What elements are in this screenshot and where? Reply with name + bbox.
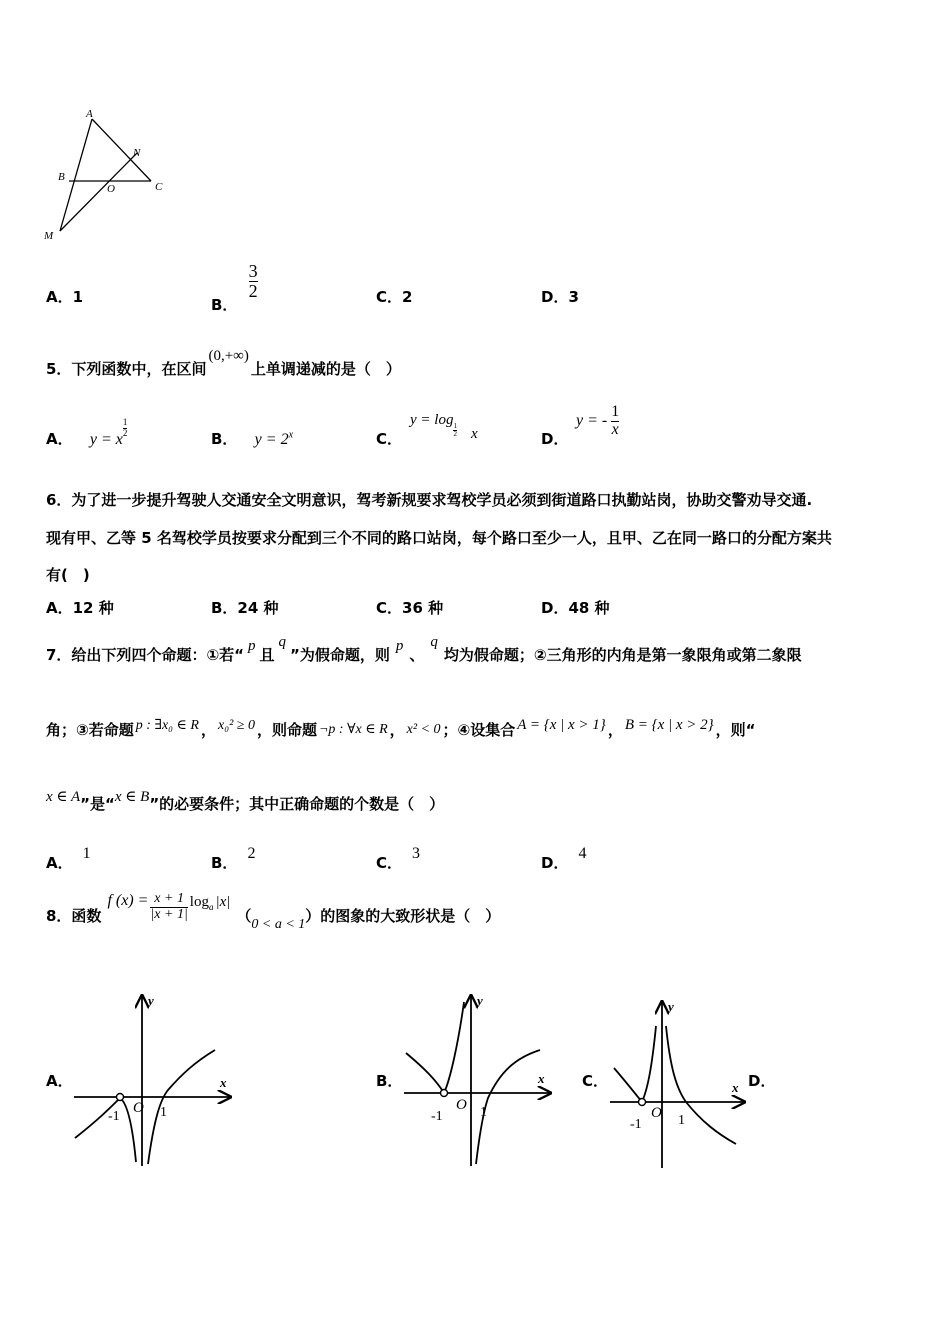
q5-stem — [46, 348, 401, 379]
q8-option-d[interactable]: D． — [748, 1072, 776, 1090]
q7-a-value: 1 — [82, 845, 91, 862]
q8-option-c[interactable]: C． — [582, 1072, 609, 1090]
q7-l1-text-c: 均为假命题；②三角形的内角是第一象限角或第二象限 — [443, 646, 802, 664]
graph-a-tick-neg1: -1 — [108, 1109, 120, 1124]
q8-den: |x + 1| — [150, 906, 188, 922]
q8-fx: f (x) = — [107, 892, 149, 910]
q7-l2-set-b: B = {x | x > 2} — [624, 717, 714, 733]
q7-l2-comma1: ， — [200, 721, 216, 739]
graph-b-axis-x: x — [538, 1071, 545, 1086]
q6-line-3: 有( ) — [46, 566, 90, 584]
q4-c-value: 2 — [402, 288, 413, 306]
q4-b-label: B． — [211, 295, 238, 314]
q6-option-d[interactable]: D．48 种 — [541, 599, 610, 617]
q4-option-b[interactable] — [211, 261, 258, 314]
q4-d-label: D． — [541, 288, 569, 306]
label-A: A — [86, 108, 93, 120]
q8-graph-c — [606, 996, 756, 1176]
label-N: N — [133, 147, 141, 159]
q7-l2-comma2: ， — [389, 721, 405, 739]
label-O: O — [107, 183, 115, 195]
q8-cond-open: （ — [236, 906, 252, 925]
q7-line-2 — [46, 719, 756, 740]
q5-a-expr: y = x — [89, 431, 123, 448]
q4-d-value: 3 — [568, 288, 579, 306]
q5-prefix: 5．下列函数中，在区间 — [46, 360, 207, 378]
q5-option-a[interactable] — [46, 417, 128, 450]
q5-c-base-num: 1 — [453, 421, 457, 430]
q7-b-label: B． — [211, 854, 238, 872]
graph-c-tick-1: 1 — [678, 1113, 685, 1128]
q5-d-num: 1 — [611, 403, 620, 420]
q8-condition: 0 < a < 1 — [251, 917, 306, 933]
q8-graph-a — [70, 990, 240, 1170]
q5-a-exp-den: 2 — [122, 427, 128, 438]
q7-l2-prop-p: p : ∃x₀ ∈ R — [135, 718, 199, 733]
q7-c-label: C． — [376, 854, 403, 872]
q5-c-expr: y = log — [410, 412, 454, 428]
q7-option-a[interactable] — [46, 842, 91, 872]
graph-a-axis-x: x — [220, 1075, 227, 1090]
graph-b-tick-1: 1 — [480, 1105, 487, 1120]
q7-d-label: D． — [541, 854, 569, 872]
q5-b-label: B． — [211, 430, 238, 448]
q8-option-a[interactable]: A． — [46, 1072, 73, 1090]
q7-l1-sep: 、 — [409, 646, 425, 664]
graph-c-tick-neg1: -1 — [630, 1117, 642, 1132]
q7-l1-p2: p — [395, 638, 404, 654]
q7-l2-text-d: ，则“ — [715, 721, 756, 739]
graph-a-axis-y: y — [148, 993, 154, 1008]
q7-l1-and: 且 — [259, 646, 275, 664]
q8-graph-b — [400, 990, 560, 1170]
q8-log — [190, 894, 231, 912]
q5-d-label: D． — [541, 430, 569, 448]
q4-triangle-figure — [40, 105, 180, 245]
q7-l2-set-a: A = {x | x > 1} — [517, 717, 606, 733]
q5-d-expression — [576, 404, 619, 439]
q7-l2-ineq2: x² < 0 — [406, 722, 441, 737]
q4-option-c[interactable] — [376, 286, 412, 307]
q7-b-value: 2 — [247, 845, 256, 862]
q8-num: x + 1 — [154, 891, 184, 906]
q4-a-label: A． — [46, 288, 73, 306]
q5-d-fraction — [611, 404, 619, 439]
q5-c-base — [453, 423, 457, 439]
q6-line-1: 6．为了进一步提升驾驶人交通安全文明意识，驾考新规要求驾校学员必须到街道路口执勤站岗，协助交警劝导交通. — [46, 491, 813, 509]
q7-d-value: 4 — [578, 845, 587, 862]
q6-option-c[interactable]: C．36 种 — [376, 599, 444, 617]
q7-l2-text-a: 角；③若命题 — [46, 721, 134, 739]
q8-option-b[interactable]: B． — [376, 1072, 403, 1090]
q5-interval: (0,+∞) — [208, 348, 249, 364]
q7-c-value: 3 — [412, 845, 421, 862]
q7-l1-q2: q — [430, 634, 438, 650]
q4-c-label: C． — [376, 288, 403, 306]
q4-b-den: 2 — [248, 280, 258, 301]
q5-d-expr: y = - — [576, 412, 608, 430]
q7-l2-comma3: ， — [607, 721, 623, 739]
q7-l3-text-b: ”的必要条件；其中正确命题的个数是（ ） — [149, 795, 445, 813]
label-M: M — [44, 230, 54, 242]
q4-option-a[interactable] — [46, 286, 83, 307]
q8-prefix: 8．函数 — [46, 906, 102, 925]
q5-suffix: 上单调递减的是（ ） — [250, 360, 401, 378]
q8-log-text: log — [189, 894, 209, 911]
q5-option-d[interactable] — [541, 428, 568, 449]
q5-b-exp: x — [288, 429, 294, 441]
graph-b-tick-neg1: -1 — [431, 1109, 443, 1124]
q8-log-arg: |x| — [215, 894, 231, 911]
q4-a-value: 1 — [72, 288, 84, 306]
graph-c-origin: O — [651, 1105, 662, 1121]
q6-option-b[interactable]: B．24 种 — [211, 599, 279, 617]
q4-b-fraction — [249, 262, 258, 301]
q7-l1-p: p — [248, 638, 256, 654]
q7-line-3 — [46, 789, 445, 814]
q5-c-expression — [410, 412, 478, 442]
q7-l2-text-b: ，则命题 — [256, 721, 317, 739]
q7-l1-text-a: 7．给出下列四个命题：①若“ — [46, 646, 244, 664]
q5-a-exponent — [123, 418, 128, 438]
q5-c-label: C． — [376, 430, 403, 448]
q7-l2-neg-p: ¬p : ∀x ∈ R — [318, 722, 388, 737]
graph-c-axis-x: x — [732, 1080, 739, 1095]
graph-a-origin: O — [133, 1100, 144, 1116]
q8-suffix: ）的图象的大致形状是（ ） — [305, 906, 501, 925]
q7-l2-ineq1: x₀² ≥ 0 — [217, 718, 255, 733]
q5-option-b[interactable] — [211, 428, 293, 449]
q4-option-d[interactable] — [541, 286, 579, 307]
q7-l1-q: q — [278, 634, 287, 650]
q6-line-2: 现有甲、乙等 5 名驾校学员按要求分配到三个不同的路口站岗，每个路口至少一人，且甲、乙在同一路口的分配方案共 — [46, 529, 832, 547]
q5-c-arg: x — [470, 426, 478, 442]
graph-a-tick-1: 1 — [160, 1105, 167, 1120]
q8-fraction — [150, 892, 187, 922]
label-C: C — [155, 181, 163, 193]
q7-l3-x-in-b: x ∈ B — [114, 789, 150, 805]
q7-l3-text-a: ”是“ — [80, 795, 115, 813]
q7-l2-text-c: ；④设集合 — [442, 721, 516, 739]
graph-b-axis-y: y — [477, 993, 483, 1008]
q5-option-c[interactable] — [376, 428, 402, 449]
q7-option-b[interactable] — [211, 842, 256, 872]
q5-a-exp-num: 1 — [122, 417, 128, 428]
q7-l1-text-b: ”为假命题，则 — [290, 646, 390, 664]
q7-l3-x-in-a: x ∈ A — [46, 789, 81, 805]
graph-b-origin: O — [456, 1097, 467, 1113]
q7-option-c[interactable] — [376, 842, 421, 872]
q5-c-base-den: 2 — [453, 430, 457, 439]
q5-b-expr: y = 2 — [254, 431, 289, 448]
q4-b-num: 3 — [248, 261, 258, 281]
q7-line-1 — [46, 634, 802, 665]
q6-option-a[interactable]: A．12 种 — [46, 599, 114, 617]
graph-c-axis-y: y — [668, 999, 674, 1014]
q7-option-d[interactable] — [541, 842, 587, 872]
q7-a-label: A． — [46, 854, 73, 872]
q5-d-den: x — [611, 420, 619, 438]
label-B: B — [58, 171, 65, 183]
q8-stem — [46, 891, 501, 933]
q8-log-base: a — [208, 902, 214, 913]
q5-a-label: A． — [46, 430, 73, 448]
